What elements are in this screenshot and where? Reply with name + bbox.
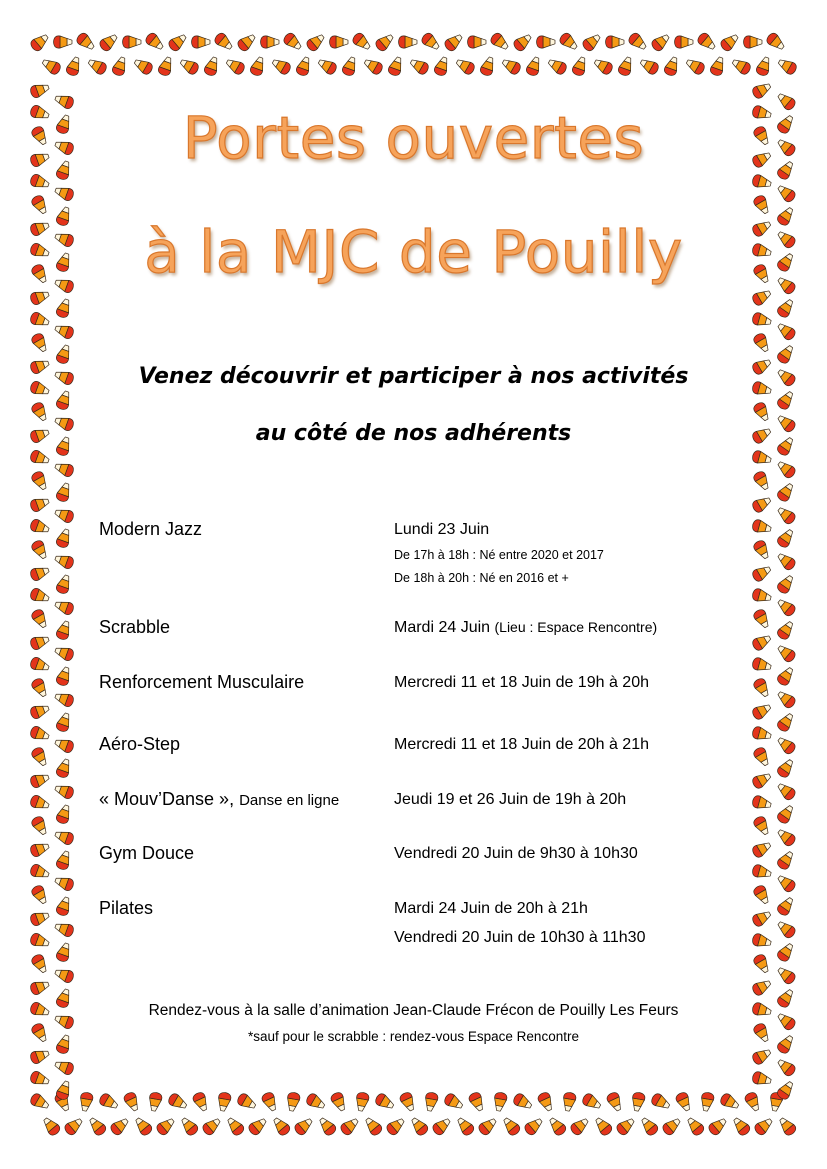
candy-corn-icon [55, 297, 73, 319]
candy-corn-icon [30, 677, 50, 699]
candy-corn-icon [29, 978, 51, 996]
candy-corn-icon [30, 953, 50, 975]
schedule-scrabble-date: Mardi 24 Juin [394, 619, 491, 636]
candy-corn-icon [776, 619, 797, 641]
schedule-scrabble-location-note: (Lieu : Espace Rencontre) [494, 619, 658, 635]
activity-name-renforcement: Renforcement Musculaire [99, 672, 305, 692]
candy-corn-icon [730, 56, 752, 76]
candy-corn-icon [751, 701, 773, 721]
activity-name-gym-douce: Gym Douce [99, 843, 195, 863]
candy-corn-icon [571, 55, 589, 77]
candy-corn-icon [454, 56, 476, 76]
candy-corn-icon [53, 920, 75, 938]
candy-corn-icon [751, 80, 773, 100]
candy-corn-icon [663, 55, 681, 77]
candy-corn-icon [374, 32, 396, 53]
candy-corn-icon [53, 506, 75, 524]
candy-corn-icon [178, 56, 200, 76]
candy-corn-icon [751, 839, 773, 859]
candy-corn-icon [776, 527, 797, 549]
candy-corn-icon [201, 1116, 223, 1137]
candy-corn-icon [674, 1091, 693, 1113]
candy-corn-icon [29, 702, 51, 720]
candy-corn-icon [167, 32, 189, 53]
candy-corn-icon [775, 781, 797, 802]
candy-corn-icon [29, 725, 51, 743]
candy-corn-icon [468, 36, 487, 48]
candy-corn-icon [261, 36, 280, 48]
candy-corn-icon [55, 527, 73, 549]
activity-name-mouv-danse-main: « Mouv’Danse », [99, 789, 235, 809]
candy-corn-icon [30, 884, 50, 906]
footer-venue: Rendez-vous à la salle d’animation Jean-Claude Frécon de Pouilly Les Feurs [148, 1002, 679, 1019]
candy-corn-icon [443, 32, 465, 53]
candy-corn-icon [191, 1091, 210, 1113]
candy-corn-icon [743, 1091, 762, 1113]
candy-corn-icon [354, 1092, 369, 1112]
candy-corn-icon [29, 932, 51, 950]
candy-corn-icon [627, 31, 649, 52]
candy-corn-icon [431, 1116, 453, 1137]
candy-corn-icon [423, 1092, 438, 1112]
candy-corn-icon [29, 1070, 51, 1088]
candy-corn-icon [500, 56, 522, 76]
candy-corn-icon [341, 55, 359, 77]
candy-corn-icon [751, 1046, 773, 1066]
candy-corn-icon [53, 1058, 75, 1076]
candy-corn-icon [236, 1092, 258, 1112]
candy-corn-icon [512, 1092, 534, 1112]
candy-corn-icon [776, 665, 797, 687]
schedule-detail-modern-jazz-1: De 17h à 18h : Né entre 2020 et 2017 [394, 548, 604, 562]
candy-corn-icon [29, 449, 51, 467]
candy-corn-icon [271, 1115, 292, 1137]
candy-corn-icon [684, 56, 706, 76]
candy-corn-icon [53, 644, 75, 662]
candy-corn-icon [537, 36, 556, 48]
candy-corn-icon [155, 1116, 177, 1137]
candy-corn-icon [752, 608, 772, 630]
candy-corn-icon [387, 55, 405, 77]
candy-corn-icon [282, 31, 304, 52]
schedule-renforcement: Mercredi 11 et 18 Juin de 19h à 20h [394, 674, 649, 691]
candy-corn-icon [775, 873, 797, 894]
candy-corn-icon [751, 519, 772, 536]
candy-corn-icon [581, 32, 603, 53]
candy-corn-icon [30, 746, 50, 768]
candy-corn-icon [53, 874, 75, 892]
candy-corn-icon [775, 1057, 797, 1078]
candy-corn-icon [55, 849, 73, 871]
candy-corn-icon [295, 55, 313, 77]
candy-corn-icon [752, 953, 772, 975]
candy-corn-icon [777, 1115, 798, 1137]
candy-corn-icon [719, 32, 741, 53]
candy-corn-icon [316, 56, 338, 76]
candy-corn-icon [29, 518, 51, 536]
candy-corn-icon [650, 32, 672, 53]
candy-corn-icon [775, 965, 797, 986]
schedule-detail-modern-jazz-2: De 18h à 20h : Né en 2016 et + [394, 571, 569, 585]
candy-corn-icon [29, 32, 51, 53]
candy-corn-icon [420, 31, 442, 52]
candy-corn-icon [752, 539, 772, 561]
candy-corn-icon [55, 573, 73, 595]
candy-corn-icon [409, 1115, 430, 1137]
candy-corn-icon [685, 1115, 706, 1137]
candy-corn-icon [581, 1092, 603, 1112]
candy-corn-icon [133, 1115, 154, 1137]
candy-corn-icon [29, 771, 51, 789]
candy-corn-icon [751, 494, 773, 514]
candy-corn-icon [363, 1115, 384, 1137]
candy-corn-icon [55, 711, 73, 733]
candy-corn-icon [53, 322, 75, 340]
candy-corn-icon [751, 795, 772, 812]
candy-corn-icon [752, 470, 772, 492]
candy-corn-icon [29, 81, 51, 99]
candy-corn-icon [558, 31, 580, 52]
candy-corn-icon [29, 288, 51, 306]
activity-name-modern-jazz: Modern Jazz [99, 519, 203, 539]
candy-corn-icon [132, 56, 154, 76]
candy-corn-icon [293, 1116, 315, 1137]
candy-corn-icon [523, 1116, 545, 1137]
activity-name-mouv-danse-suffix: Danse en ligne [239, 792, 340, 809]
candy-corn-icon [775, 321, 797, 342]
candy-corn-icon [751, 864, 772, 881]
candy-corn-icon [247, 1116, 269, 1137]
candy-corn-icon [443, 1092, 465, 1112]
candy-corn-icon [29, 495, 51, 513]
candy-corn-icon [213, 31, 235, 52]
candy-corn-icon [751, 977, 773, 997]
candy-corn-icon [317, 1115, 338, 1137]
candy-corn-icon [775, 919, 797, 940]
candy-corn-icon [477, 1116, 499, 1137]
candy-corn-icon [179, 1115, 200, 1137]
candy-corn-icon [751, 312, 772, 329]
candy-corn-icon [776, 803, 797, 825]
candy-corn-icon [775, 689, 797, 710]
candy-corn-icon [285, 1092, 300, 1112]
candy-corn-icon [330, 36, 349, 48]
candy-corn-icon [751, 770, 773, 790]
candy-corn-icon [65, 55, 83, 77]
candy-corn-icon [98, 1092, 120, 1112]
candy-corn-icon [75, 31, 97, 52]
candy-corn-icon [536, 1091, 555, 1113]
schedule-pilates-1: Mardi 24 Juin de 20h à 21h [394, 900, 588, 917]
candy-corn-icon [55, 343, 73, 365]
candy-corn-icon [751, 1071, 772, 1088]
candy-corn-icon [30, 539, 50, 561]
candy-corn-icon [751, 450, 772, 467]
candy-corn-icon [30, 194, 50, 216]
candy-corn-icon [751, 588, 772, 605]
candy-corn-icon [30, 608, 50, 630]
candy-corn-icon [55, 389, 73, 411]
candy-corn-icon [709, 55, 727, 77]
candy-corn-icon [399, 36, 418, 48]
candy-corn-icon [30, 815, 50, 837]
candy-corn-icon [55, 941, 73, 963]
candy-corn-icon [775, 505, 797, 526]
candy-corn-icon [216, 1092, 231, 1112]
candy-corn-icon [55, 481, 73, 503]
candy-corn-icon [41, 1115, 62, 1137]
candy-corn-icon [719, 1092, 741, 1112]
candy-corn-icon [122, 1091, 141, 1113]
candy-corn-icon [751, 726, 772, 743]
candy-corn-icon [225, 1115, 246, 1137]
candy-corn-icon [617, 55, 635, 77]
candy-corn-icon [78, 1092, 93, 1112]
candy-corn-icon [53, 736, 75, 754]
activity-name-pilates: Pilates [99, 898, 154, 918]
candy-corn-icon [707, 1116, 729, 1137]
candy-corn-icon [775, 459, 797, 480]
candy-corn-icon [249, 55, 267, 77]
candy-corn-icon [650, 1092, 672, 1112]
candy-corn-icon [374, 1092, 396, 1112]
candy-corn-icon [512, 32, 534, 53]
candy-corn-icon [55, 803, 73, 825]
candy-corn-icon [30, 401, 50, 423]
candy-corn-icon [147, 1092, 162, 1112]
candy-corn-icon [157, 55, 175, 77]
candy-corn-icon [30, 332, 50, 354]
candy-corn-icon [606, 36, 625, 48]
candy-corn-icon [53, 184, 75, 202]
candy-corn-icon [53, 460, 75, 478]
candy-corn-icon [605, 1091, 624, 1113]
candy-corn-icon [53, 782, 75, 800]
candy-corn-icon [744, 36, 763, 48]
candy-corn-icon [98, 32, 120, 53]
candy-corn-icon [751, 933, 772, 950]
candy-corn-icon [765, 31, 787, 52]
schedule-pilates-2: Vendredi 20 Juin de 10h30 à 11h30 [394, 929, 646, 946]
subtitle-line-1: Venez découvrir et participer à nos activités [138, 364, 689, 389]
candy-corn-icon [54, 36, 73, 48]
candy-corn-icon [167, 1092, 189, 1112]
candy-corn-icon [752, 884, 772, 906]
candy-corn-icon [751, 632, 773, 652]
candy-corn-icon [776, 56, 798, 76]
candy-corn-icon [29, 587, 51, 605]
candy-corn-icon [385, 1116, 407, 1137]
candy-corn-icon [29, 656, 51, 674]
candy-corn-icon [776, 711, 797, 733]
candy-corn-icon [87, 1115, 108, 1137]
candy-corn-icon [776, 297, 797, 319]
candy-corn-icon [731, 1115, 752, 1137]
candy-corn-icon [776, 895, 797, 917]
candy-corn-icon [630, 1092, 645, 1112]
candy-corn-icon [776, 757, 797, 779]
candy-corn-icon [752, 194, 772, 216]
candy-corn-icon [29, 840, 51, 858]
candy-corn-icon [305, 32, 327, 53]
candy-corn-icon [260, 1091, 279, 1113]
schedule-aero-step: Mercredi 11 et 18 Juin de 20h à 21h [394, 736, 649, 753]
candy-corn-icon [86, 56, 108, 76]
candy-corn-icon [546, 56, 568, 76]
candy-corn-icon [305, 1092, 327, 1112]
candy-corn-icon [751, 657, 772, 674]
candy-corn-icon [755, 55, 773, 77]
candy-corn-icon [55, 619, 73, 641]
candy-corn-icon [203, 55, 221, 77]
candy-corn-icon [696, 31, 718, 52]
candy-corn-icon [236, 32, 258, 53]
schedule-mouv-danse: Jeudi 19 et 26 Juin de 19h à 20h [394, 791, 627, 808]
candy-corn-icon [53, 966, 75, 984]
candy-corn-icon [675, 36, 694, 48]
candy-corn-icon [547, 1115, 568, 1137]
candy-corn-icon [593, 1115, 614, 1137]
candy-corn-icon [329, 1091, 348, 1113]
candy-corn-icon [775, 643, 797, 664]
candy-corn-icon [351, 31, 373, 52]
candy-corn-icon [752, 401, 772, 423]
candy-corn-icon [55, 665, 73, 687]
candy-corn-icon [29, 173, 51, 191]
candy-corn-icon [615, 1116, 637, 1137]
candy-corn-icon [111, 55, 129, 77]
candy-corn-icon [776, 941, 797, 963]
candy-corn-icon [29, 909, 51, 927]
candy-corn-icon [433, 55, 451, 77]
candy-corn-icon [53, 690, 75, 708]
candy-corn-icon [776, 573, 797, 595]
candy-corn-icon [362, 56, 384, 76]
candy-corn-icon [569, 1116, 591, 1137]
activity-name-aero-step: Aéro-Step [99, 734, 181, 754]
candy-corn-icon [776, 481, 797, 503]
candy-corn-icon [29, 1092, 51, 1112]
candy-corn-icon [775, 183, 797, 204]
candy-corn-icon [752, 815, 772, 837]
candy-corn-icon [408, 56, 430, 76]
candy-corn-icon [479, 55, 497, 77]
candy-corn-icon [525, 55, 543, 77]
candy-corn-icon [29, 564, 51, 582]
footer-note: *sauf pour le scrabble : rendez-vous Espace Rencontre [248, 1029, 579, 1044]
candy-corn-icon [29, 794, 51, 812]
schedule-modern-jazz: Lundi 23 Juin [394, 521, 490, 538]
candy-corn-icon [30, 470, 50, 492]
schedule-scrabble [394, 619, 657, 637]
title-line-1: Portes ouvertes [182, 104, 645, 172]
candy-corn-icon [192, 36, 211, 48]
candy-corn-icon [501, 1115, 522, 1137]
candy-corn-icon [339, 1116, 361, 1137]
candy-corn-icon [699, 1092, 714, 1112]
candy-corn-icon [638, 56, 660, 76]
candy-corn-icon [639, 1115, 660, 1137]
activity-name-scrabble: Scrabble [99, 617, 171, 637]
candy-corn-icon [55, 757, 73, 779]
candy-corn-icon [775, 597, 797, 618]
candy-corn-icon [752, 332, 772, 354]
candy-corn-icon [455, 1115, 476, 1137]
candy-corn-icon [40, 56, 62, 76]
activity-name-mouv-danse [99, 789, 339, 810]
candy-corn-icon [29, 863, 51, 881]
candy-corn-icon [776, 343, 797, 365]
candy-corn-icon [29, 1047, 51, 1065]
candy-corn-icon [753, 1116, 775, 1137]
candy-corn-icon [53, 828, 75, 846]
title-line-2: à la MJC de Pouilly [144, 218, 683, 286]
subtitle-line-2: au côté de nos adhérents [255, 421, 572, 446]
candy-corn-icon [751, 563, 773, 583]
candy-corn-icon [492, 1092, 507, 1112]
candy-corn-icon [270, 56, 292, 76]
candy-corn-icon [224, 56, 246, 76]
candy-corn-icon [775, 551, 797, 572]
candy-corn-icon [776, 849, 797, 871]
candy-corn-icon [489, 31, 511, 52]
candy-corn-icon [661, 1116, 683, 1137]
candy-corn-icon [775, 827, 797, 848]
candy-corn-icon [53, 552, 75, 570]
candy-corn-icon [751, 174, 772, 191]
candy-corn-icon [751, 287, 773, 307]
candy-corn-icon [55, 895, 73, 917]
candy-corn-icon [752, 746, 772, 768]
candy-corn-icon [144, 31, 166, 52]
candy-corn-icon [592, 56, 614, 76]
candy-corn-icon [53, 598, 75, 616]
candy-corn-icon [561, 1092, 576, 1112]
candy-corn-icon [398, 1091, 417, 1113]
candy-corn-icon [123, 36, 142, 48]
candy-corn-icon [751, 908, 773, 928]
candy-corn-icon [467, 1091, 486, 1113]
schedule-gym-douce: Vendredi 20 Juin de 9h30 à 10h30 [394, 845, 638, 862]
candy-corn-icon [109, 1116, 131, 1137]
candy-corn-icon [776, 389, 797, 411]
candy-corn-icon [775, 735, 797, 756]
candy-corn-icon [63, 1116, 85, 1137]
candy-corn-icon [29, 311, 51, 329]
candy-corn-icon [752, 677, 772, 699]
candy-corn-icon [29, 633, 51, 651]
